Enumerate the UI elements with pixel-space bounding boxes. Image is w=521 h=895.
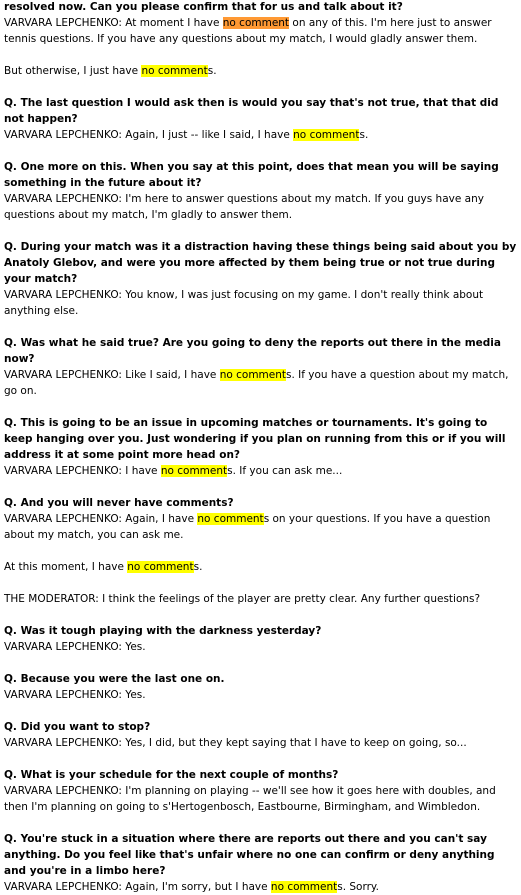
text-run: s. <box>207 65 217 77</box>
transcript-paragraph <box>4 767 517 815</box>
text-run: VARVARA LEPCHENKO: Yes, I did, but they kept saying that I have to keep on going, so... <box>4 737 467 749</box>
question-line <box>4 671 517 687</box>
answer-line <box>4 639 517 655</box>
text-run: VARVARA LEPCHENKO: I'm planning on playing -- we'll see how it goes here with doubles, and then I'm planning on going to s'Hertogenbosch, Eastbourne, Birmingham, and Wimbledon. <box>4 785 496 813</box>
transcript-paragraph <box>4 623 517 655</box>
transcript-paragraph <box>4 63 517 79</box>
text-run: But otherwise, I just have <box>4 65 142 77</box>
answer-line <box>4 287 517 319</box>
text-run: Q. This is going to be an issue in upcoming matches or tournaments. It's going to keep hanging over you. Just wondering if you plan on running from this or if you will address it at some point more head on? <box>4 417 506 461</box>
question-line <box>4 239 517 287</box>
text-run: VARVARA LEPCHENKO: You know, I was just focusing on my game. I don't really think about anything else. <box>4 289 484 317</box>
transcript-paragraph <box>4 239 517 319</box>
transcript-paragraph <box>4 335 517 399</box>
answer-line <box>4 63 517 79</box>
question-line <box>4 831 517 879</box>
answer-line <box>4 591 517 607</box>
text-run: s. <box>359 129 369 141</box>
answer-line <box>4 127 517 143</box>
transcript-paragraph <box>4 495 517 543</box>
text-run: VARVARA LEPCHENKO: Yes. <box>4 641 146 653</box>
search-highlight: no comment <box>219 369 287 381</box>
search-highlight: no comment <box>293 129 360 141</box>
text-run: Q. One more on this. When you say at this point, does that mean you will be saying something in the future about it? <box>4 161 499 189</box>
text-run: s. If you can ask me... <box>227 465 343 477</box>
text-run: Q. Because you were the last one on. <box>4 673 225 685</box>
text-run: resolved now. Can you please confirm that for us and talk about it? <box>4 1 403 13</box>
text-run: Q. Was what he said true? Are you going to deny the reports out there in the media now? <box>4 337 501 365</box>
answer-line <box>4 559 517 575</box>
text-run: VARVARA LEPCHENKO: I'm here to answer questions about my match. If you guys have any questions about my match, I'm gladly to answer them. <box>4 193 484 221</box>
text-run: VARVARA LEPCHENKO: At moment I have <box>4 17 223 29</box>
transcript-paragraph <box>4 0 517 47</box>
text-run: VARVARA LEPCHENKO: Like I said, I have <box>4 369 220 381</box>
text-run: Q. What is your schedule for the next couple of months? <box>4 769 339 781</box>
answer-line <box>4 687 517 703</box>
text-run: Q. And you will never have comments? <box>4 497 234 509</box>
question-line <box>4 95 517 127</box>
text-run: Q. Did you want to stop? <box>4 721 151 733</box>
question-line <box>4 335 517 367</box>
text-run: s. If you have a question about my match, go on. <box>4 369 509 397</box>
text-run: Q. Was it tough playing with the darkness yesterday? <box>4 625 322 637</box>
text-run: VARVARA LEPCHENKO: Again, I just -- like I said, I have <box>4 129 294 141</box>
answer-line <box>4 191 517 223</box>
text-run: VARVARA LEPCHENKO: I have <box>4 465 161 477</box>
question-line <box>4 623 517 639</box>
search-highlight: no comment <box>222 17 290 29</box>
transcript-paragraph <box>4 831 517 895</box>
text-run: Q. During your match was it a distraction having these things being said about you by Anatoly Glebov, and were you more affected by them being true or not true during your match? <box>4 241 517 285</box>
answer-line <box>4 879 517 895</box>
answer-line <box>4 735 517 751</box>
text-run: VARVARA LEPCHENKO: Again, I'm sorry, but I have <box>4 881 271 893</box>
text-run: Q. The last question I would ask then is would you say that's not true, that that did not happen? <box>4 97 499 125</box>
answer-line <box>4 463 517 479</box>
transcript-paragraph <box>4 415 517 479</box>
text-run: on any of this. I'm here just to answer tennis questions. If you have any questions about my match, I would gladly answer them. <box>4 17 492 45</box>
answer-line <box>4 367 517 399</box>
transcript-paragraph <box>4 559 517 575</box>
answer-line <box>4 511 517 543</box>
question-line <box>4 719 517 735</box>
question-line <box>4 495 517 511</box>
question-line <box>4 415 517 463</box>
text-run: At this moment, I have <box>4 561 128 573</box>
transcript-paragraph <box>4 95 517 143</box>
text-run: s on your questions. If you have a question about my match, you can ask me. <box>4 513 491 541</box>
transcript-paragraph <box>4 591 517 607</box>
text-run: s. <box>193 561 203 573</box>
question-line <box>4 159 517 191</box>
transcript-paragraph <box>4 159 517 223</box>
transcript-paragraph <box>4 719 517 751</box>
question-line <box>4 767 517 783</box>
text-run: THE MODERATOR: I think the feelings of the player are pretty clear. Any further questions? <box>4 593 481 605</box>
text-run: VARVARA LEPCHENKO: Yes. <box>4 689 146 701</box>
transcript-paragraph <box>4 671 517 703</box>
search-highlight: no comment <box>197 513 264 525</box>
text-run: Q. You're stuck in a situation where there are reports out there and you can't say anything. Do you feel like that's unfair where no one can confirm or deny anything and you're in a limbo here? <box>4 833 495 877</box>
search-highlight: no comment <box>127 561 194 573</box>
answer-line <box>4 783 517 815</box>
search-highlight: no comment <box>160 465 228 477</box>
question-line <box>4 0 517 15</box>
search-highlight: no comment <box>141 65 208 77</box>
text-run: VARVARA LEPCHENKO: Again, I have <box>4 513 198 525</box>
search-highlight: no comment <box>270 881 338 893</box>
text-run: s. Sorry. <box>337 881 379 893</box>
answer-line <box>4 15 517 47</box>
